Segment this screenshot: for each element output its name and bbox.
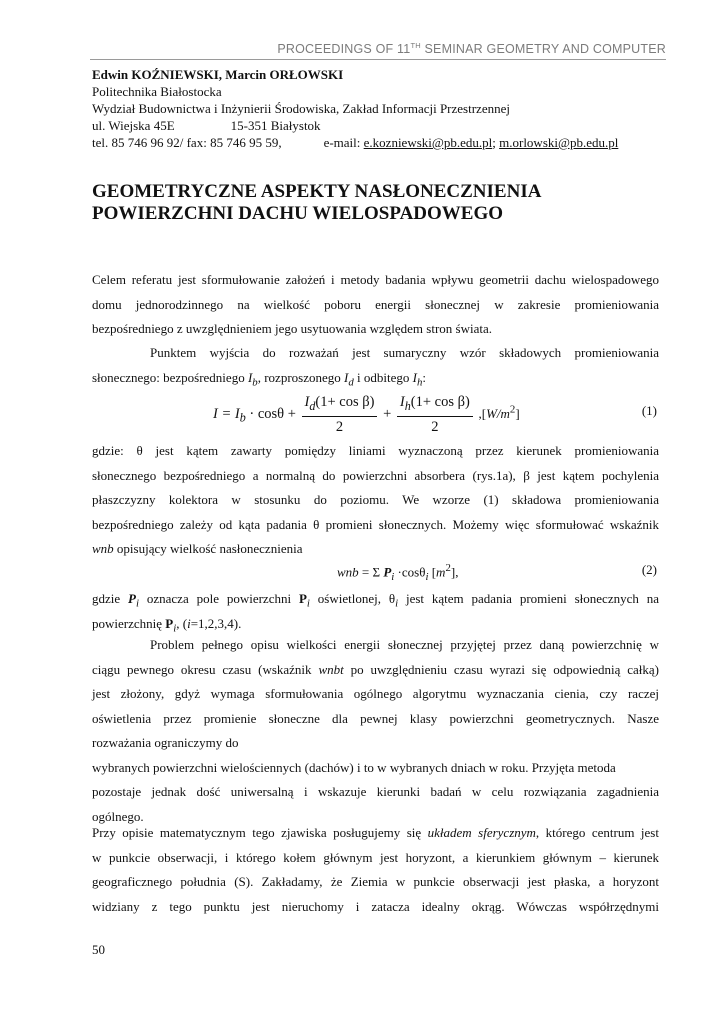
running-header: [90, 41, 666, 60]
faculty: Wydział Budownictwa i Inżynierii Środowiska, Zakład Informacji Przestrzennej: [92, 101, 510, 116]
paragraph-line: ogólnego.: [92, 808, 144, 824]
text-run: :: [422, 369, 427, 385]
paragraph-line: [92, 366, 659, 391]
text-run: gdzie: [92, 591, 129, 606]
symbol-I: I: [344, 369, 349, 385]
eq-term: · cosθ +: [245, 405, 296, 422]
text-run: =1,2,3,4).: [190, 615, 242, 631]
authors: Edwin KOŹNIEWSKI, Marcin ORŁOWSKI: [92, 67, 344, 82]
running-head-text: PROCEEDINGS OF 11: [277, 42, 411, 57]
text-run: i odbitego: [353, 369, 413, 385]
unit-exponent: 2: [509, 403, 516, 416]
subscript: i: [425, 570, 429, 583]
symbol-I: I: [304, 394, 310, 410]
paragraph-line: jest złożony, gdyż wymaga sformułowania ogólnego algorytmu wyznaczania cienia, czy raczej: [92, 686, 659, 701]
paragraph-line: Celem referatu jest sformułowanie założeń i metody badania wpływu geometrii dachu wielospadowego: [92, 272, 659, 287]
numerator-text: (1+ cos β): [410, 394, 470, 410]
page-number: 50: [92, 942, 105, 957]
symbol-P: P: [383, 564, 392, 580]
italic-term: wnbt: [318, 661, 344, 677]
running-head-superscript: TH: [410, 41, 421, 50]
text-run: , (: [176, 615, 188, 631]
email-separator: ;: [492, 135, 500, 150]
paragraph-line: Problem pełnego opisu wielkości energii słonecznej przyjętej przez daną powierzchnię w: [150, 637, 659, 652]
paragraph-line: słonecznego bezpośredniego a normalną do powierzchni absorbera (rys.1a), β jest kątem pochylenia: [92, 467, 659, 483]
plus-sign: +: [383, 405, 392, 422]
subscript: i: [395, 597, 399, 610]
equation-2-body: [337, 562, 458, 583]
unit-exponent: 2: [445, 562, 451, 574]
text-run: ciągu pewnego okresu czasu (wskaźnik: [92, 661, 319, 677]
unit-bracket: ],: [450, 564, 459, 580]
unit-bracket: ,[: [478, 405, 487, 421]
paragraph-line: bezpośredniego z uwzględnieniem jego usytuowania względem stron świata.: [92, 321, 492, 336]
text-run: , którego centrum jest: [535, 825, 659, 840]
eq-term: = Σ: [358, 564, 384, 580]
university: Politechnika Białostocka: [92, 84, 222, 99]
title-line-2: POWIERZCHNI DACHU WIELOSPADOWEGO: [92, 203, 504, 224]
subscript: i: [391, 570, 395, 583]
text-run: opisujący wielkość nasłonecznienia: [113, 541, 303, 556]
unit-bracket: ]: [515, 405, 520, 421]
text-run: Przy opisie matematycznym tego zjawiska posługujemy się: [92, 825, 428, 840]
paragraph-line: w punkcie obserwacji, i którego kołem głównym jest horyzont, a kierunkiem głównym – kierunek: [92, 849, 659, 865]
paragraph-line: domu jednorodzinnego na wielkość poboru energii słonecznej w zakresie promieniowania: [92, 296, 659, 312]
paragraph-2: [92, 341, 659, 390]
paragraph-line: oświetlenia przez promienie słoneczne dla pewnej klasy powierzchni geometrycznych. Nasze: [92, 710, 659, 726]
paragraph-5: [92, 633, 659, 829]
equation-1-body: [213, 392, 520, 437]
symbol-P: P: [128, 591, 136, 606]
eq-subscript: b: [239, 410, 246, 425]
paragraph-line: płaszczyzny kolektora w stosunku do poziomu. We wzorze (1) składowa promieniowania: [92, 492, 659, 507]
paragraph-line: widziany z tego punktu jest nieruchomy i zatacza idealny okrąg. Wówczas współrzędnymi: [92, 898, 659, 914]
index-symbol: i: [187, 615, 191, 631]
paragraph-4: [92, 587, 659, 636]
subscript: h: [404, 398, 411, 413]
paragraph-line: wybranych powierzchni wielościennych (dachów) i to w wybranych dniach w roku. Przyjęta metoda: [92, 759, 616, 775]
paragraph-line: rozważania ograniczymy do: [92, 735, 239, 750]
subscript: i: [306, 597, 310, 610]
equation-number: (1): [641, 403, 657, 418]
text-run: słonecznego: bezpośredniego: [92, 369, 248, 385]
postal-city: 15-351 Białystok: [230, 118, 321, 133]
paragraph-line: [92, 658, 659, 683]
paragraph-line: Punktem wyjścia do rozważań jest sumaryczny wzór składowych promieniowania: [150, 345, 659, 360]
paragraph-line: geograficznego południa (S). Zakładamy, że Ziemia w punkcie obserwacji jest płaska, a horyzont: [92, 874, 659, 889]
fraction-1: [302, 392, 378, 437]
email-link-2[interactable]: m.orlowski@pb.edu.pl: [499, 135, 619, 150]
symbol-I: I: [399, 394, 405, 410]
subscript: b: [252, 376, 258, 389]
symbol-P: P: [165, 615, 174, 631]
email-link-1[interactable]: e.kozniewski@pb.edu.pl: [363, 135, 493, 150]
paragraph-line: [92, 537, 659, 562]
eq-unit: [478, 403, 520, 421]
subscript: d: [309, 398, 316, 413]
subscript: h: [416, 376, 423, 389]
phone-fax: tel. 85 746 96 92/ fax: 85 746 95 59,: [92, 135, 282, 150]
paragraph-line: bezpośredniego zależy od kąta padania θ promieni słonecznych. Możemy więc sformułować wskaźnik: [92, 516, 659, 532]
author-affiliation-block: [92, 66, 662, 151]
subscript: i: [173, 622, 177, 635]
italic-term: układem sferycznym: [427, 825, 536, 840]
equation-1: [92, 392, 659, 438]
contact: [92, 134, 662, 151]
eq-term: ·cosθ: [394, 564, 426, 580]
paragraph-line: gdzie: θ jest kątem zawarty pomiędzy liniami wyznaczoną przez kierunek promieniowania: [92, 443, 659, 458]
italic-term: wnb: [92, 541, 114, 556]
paragraph-line: pozostaje jednak dość uniwersalną i wskazuje kierunki badań w celu rozwiązania zagadnienia: [92, 784, 659, 799]
denominator: 2: [431, 418, 439, 435]
numerator-text: (1+ cos β): [315, 394, 375, 410]
equation-number: (2): [641, 562, 657, 577]
unit-text: W/m: [486, 405, 510, 421]
email-label: e-mail:: [323, 135, 364, 150]
address: [92, 117, 662, 134]
title-line-1: GEOMETRYCZNE ASPEKTY NASŁONECZNIENIA: [92, 181, 542, 202]
running-head-text-end: SEMINAR GEOMETRY AND COMPUTER: [420, 42, 666, 57]
text-run: oznacza pole powierzchni: [139, 591, 299, 606]
symbol-I: I: [412, 369, 417, 385]
unit-text: m: [436, 564, 446, 580]
paper-title: [92, 181, 652, 225]
symbol-P: P: [298, 591, 307, 606]
text-run: oświetlonej, θ: [309, 591, 396, 606]
paragraph-1: [92, 268, 659, 342]
text-run: powierzchnię: [92, 615, 166, 631]
subscript: d: [348, 376, 354, 389]
paragraph-line: [92, 587, 659, 612]
fraction-2: [397, 392, 473, 437]
street: ul. Wiejska 45E: [92, 118, 175, 133]
symbol-I: I: [247, 369, 253, 385]
paragraph-3: [92, 439, 659, 562]
text-run: jest kątem padania promieni słonecznych na: [398, 591, 660, 606]
equation-2: [92, 562, 659, 584]
eq-lhs: wnb: [337, 564, 359, 580]
denominator: 2: [335, 418, 344, 435]
text-run: , rozproszonego: [257, 369, 344, 385]
subscript: i: [135, 597, 139, 610]
paragraph-6: [92, 821, 659, 919]
paragraph-line: [92, 821, 659, 846]
text-run: po uwzględnieniu czasu wyrazi się odpowiednią całką): [343, 661, 659, 677]
unit-bracket: [: [428, 564, 437, 580]
eq-lhs: I = I: [213, 405, 240, 422]
